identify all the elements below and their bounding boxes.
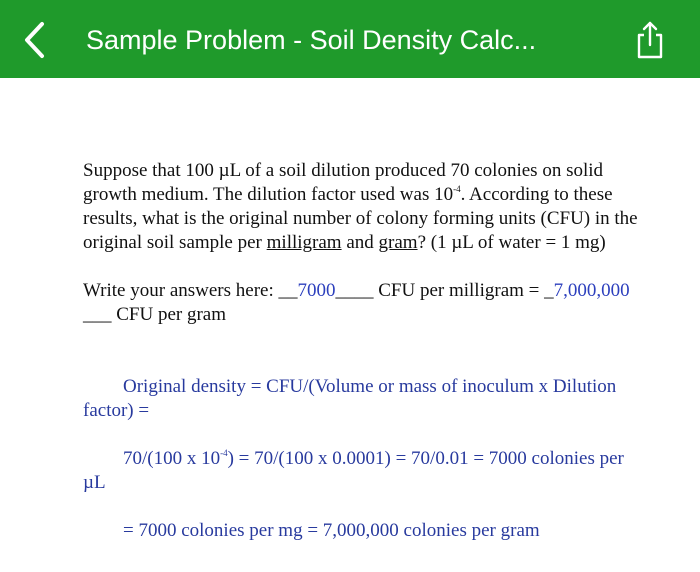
share-button[interactable]: [630, 18, 670, 62]
solution-calculation: 70/(100 x $10^{-4}) = 70/(100$ x 0.0001) = 70/0.01 = 7000 colonies per µL: [83, 448, 624, 493]
chevron-left-icon: [22, 20, 46, 60]
problem-text: Suppose that 100 µL of a soil dilution produced 70 colonies on solid growth medium. The dilution factor used was $10^{-4}$. According to these results, what is the original number of colony forming units (CFU) in the original soil sample per milligram and gram? (1 µL of water = 1 mg): [83, 160, 638, 253]
top-bar: [0, 0, 700, 78]
back-button[interactable]: [14, 18, 54, 62]
answer-line: Write your answers here: __7000____ CFU per milligram = _7,000,000 ___ CFU per gram: [83, 280, 630, 325]
underlined-milligram: milligram: [266, 232, 342, 253]
share-icon: [634, 20, 666, 60]
page-title: Sample Problem - Soil Density Calc...: [86, 24, 537, 55]
answer-value-mg: 7000: [297, 280, 336, 301]
underlined-gram: gram: [378, 232, 418, 253]
solution-result: = 7000 colonies per mg = 7,000,000 colonies per gram: [123, 520, 540, 541]
solution-formula: Original density = CFU/(Volume or mass of inoculum x Dilution factor) =: [83, 376, 617, 421]
document-content: [83, 159, 643, 543]
answer-value-g: 7,000,000: [553, 280, 630, 301]
